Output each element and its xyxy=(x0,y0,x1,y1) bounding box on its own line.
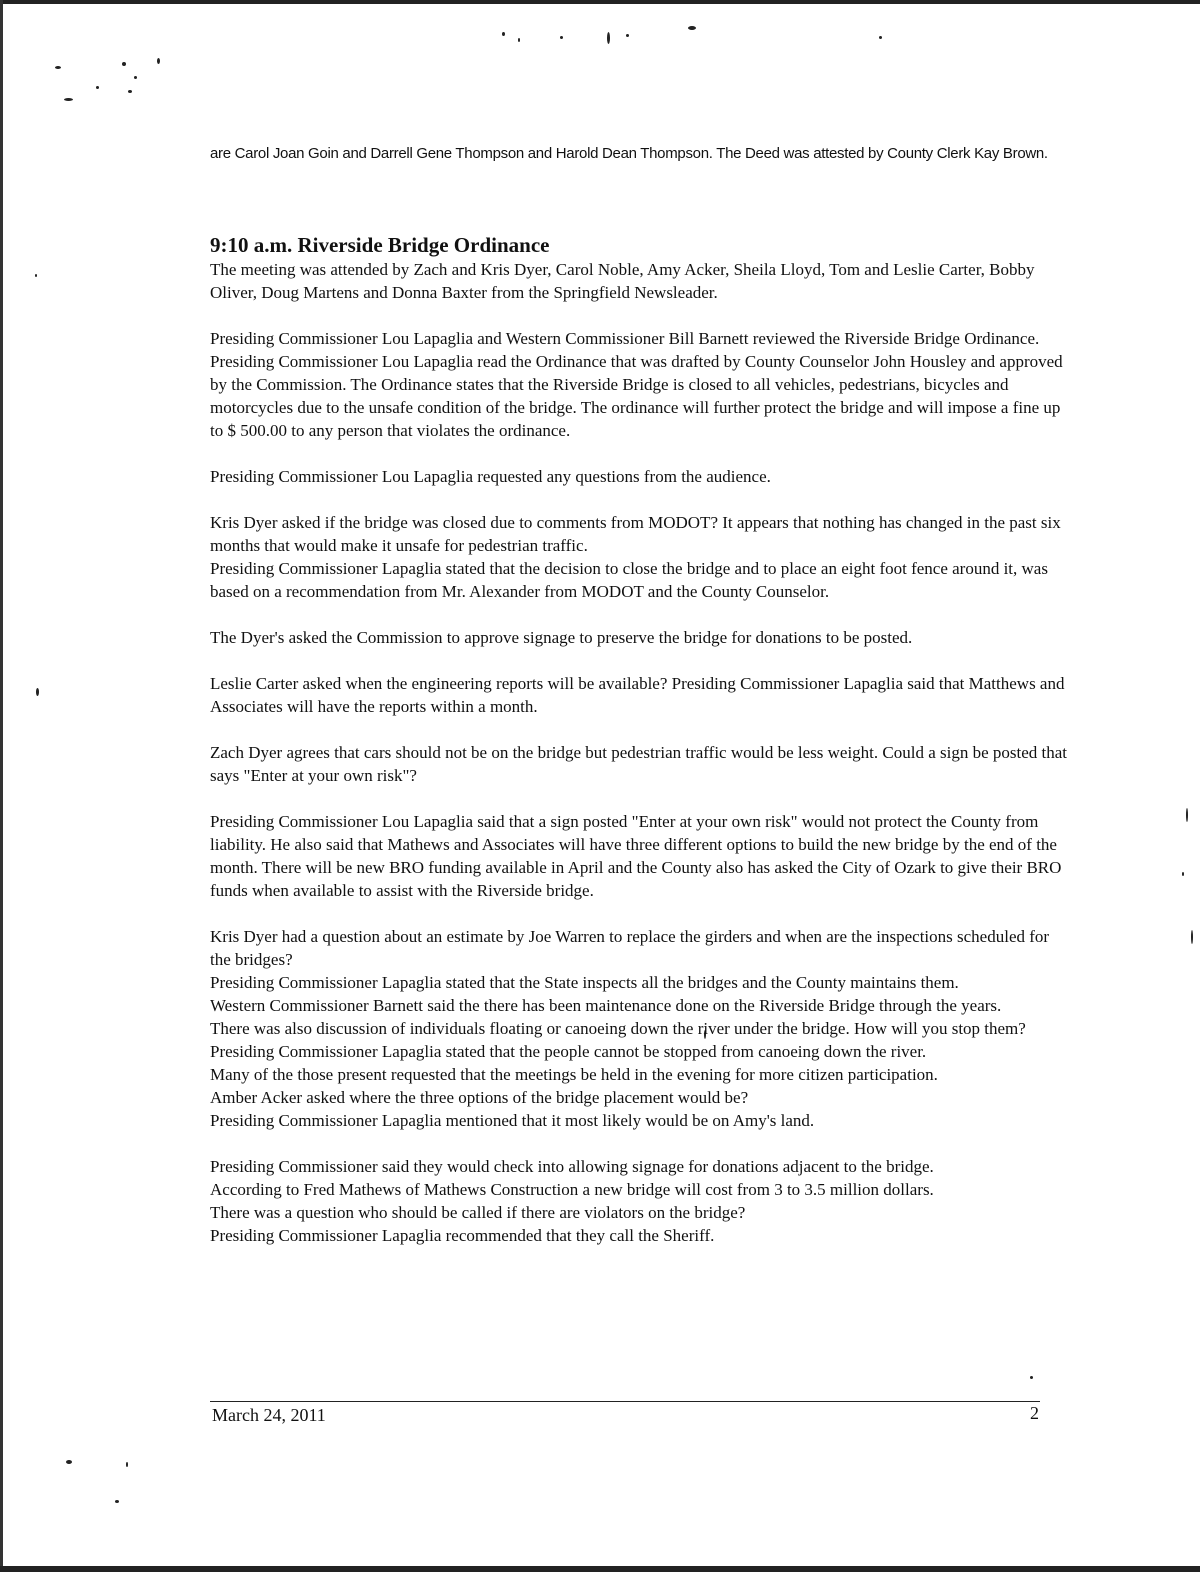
donation-signage-comment: Presiding Commissioner said they would check into allowing signage for donations adjacent to the bridge. xyxy=(210,1157,934,1176)
lapaglia-response-closure: Presiding Commissioner Lapaglia stated that the decision to close the bridge and to place an eight foot fence around it, was based on a recommendation from Mr. Alexander from MODOT and the County Counselor. xyxy=(210,559,1048,601)
amber-acker-question: Amber Acker asked where the three options of the bridge placement would be? xyxy=(210,1088,749,1107)
scan-border-left xyxy=(0,0,3,1572)
carry-over-paragraph: are Carol Joan Goin and Darrell Gene Thompson and Harold Dean Thompson. The Deed was attested by County Clerk Kay Brown. xyxy=(210,145,1048,162)
inspection-response: Presiding Commissioner Lapaglia stated that the State inspects all the bridges and the County maintains them. xyxy=(210,973,959,992)
barnett-maintenance-comment: Western Commissioner Barnett said the there has been maintenance done on the Riverside Bridge through the years. xyxy=(210,996,1002,1015)
lapaglia-liability-response: Presiding Commissioner Lou Lapaglia said that a sign posted "Enter at your own risk" would not protect the County from liability. He also said that Mathews and Associates will have three different options to build the new bridge by the end of the month. There will be new BRO funding available in April and the County also has asked the City of Ozark to give their BRO funds when available to assist with the Riverside bridge. xyxy=(210,812,1062,900)
canoeing-discussion: There was also discussion of individuals floating or canoeing down the river under the bridge. How will you stop them? xyxy=(210,1019,1026,1038)
canoeing-response: Presiding Commissioner Lapaglia stated that the people cannot be stopped from canoeing down the river. xyxy=(210,1042,927,1061)
leslie-carter-question: Leslie Carter asked when the engineering reports will be available? Presiding Commissioner Lapaglia said that Matthews and Associates will have the reports within a month. xyxy=(210,674,1065,716)
dyers-signage-request: The Dyer's asked the Commission to approve signage to preserve the bridge for donations to be posted. xyxy=(210,628,913,647)
bridge-cost-statement: According to Fred Mathews of Mathews Construction a new bridge will cost from 3 to 3.5 million dollars. xyxy=(210,1180,934,1199)
scan-border-bottom xyxy=(0,1566,1200,1572)
kris-dyer-question: Kris Dyer asked if the bridge was closed due to comments from MODOT? It appears that nothing has changed in the past six months that would make it unsafe for pedestrian traffic. xyxy=(210,513,1061,555)
placement-response: Presiding Commissioner Lapaglia mentioned that it most likely would be on Amy's land. xyxy=(210,1111,815,1130)
zach-dyer-comment: Zach Dyer agrees that cars should not be on the bridge but pedestrian traffic would be less weight. Could a sign be posted that says "Enter at your own risk"? xyxy=(210,743,1068,785)
evening-meetings-request: Many of the those present requested that the meetings be held in the evening for more citizen participation. xyxy=(210,1065,938,1084)
section-heading: 9:10 a.m. Riverside Bridge Ordinance xyxy=(210,233,550,257)
page-number: 2 xyxy=(1030,1403,1039,1423)
violators-question: There was a question who should be called if there are violators on the bridge? xyxy=(210,1203,746,1222)
footer-date: March 24, 2011 xyxy=(212,1405,326,1425)
questions-request-paragraph: Presiding Commissioner Lou Lapaglia requested any questions from the audience. xyxy=(210,467,771,486)
footer-rule xyxy=(210,1401,1040,1402)
ordinance-review-paragraph: Presiding Commissioner Lou Lapaglia and Western Commissioner Bill Barnett reviewed the Riverside Bridge Ordinance. Presiding Commissioner Lou Lapaglia read the Ordinance that was drafted by County Counselor John Housley and approved by the Commission. The Ordinance states that the Riverside Bridge is closed to all vehicles, pedestrians, bicycles and motorcycles due to the unsafe condition of the bridge. The ordinance will further protect the bridge and will impose a fine up to $ 500.00 to any person that violates the ordinance. xyxy=(210,329,1063,440)
riverside-bridge-section xyxy=(210,232,1070,1247)
sheriff-recommendation: Presiding Commissioner Lapaglia recommended that they call the Sheriff. xyxy=(210,1226,715,1245)
attendance-paragraph: The meeting was attended by Zach and Kris Dyer, Carol Noble, Amy Acker, Sheila Lloyd, Tom and Leslie Carter, Bobby Oliver, Doug Martens and Donna Baxter from the Springfield Newsleader. xyxy=(210,260,1035,302)
scan-border-top xyxy=(0,0,1200,4)
girders-question: Kris Dyer had a question about an estimate by Joe Warren to replace the girders and when are the inspections scheduled for the bridges? xyxy=(210,927,1050,969)
